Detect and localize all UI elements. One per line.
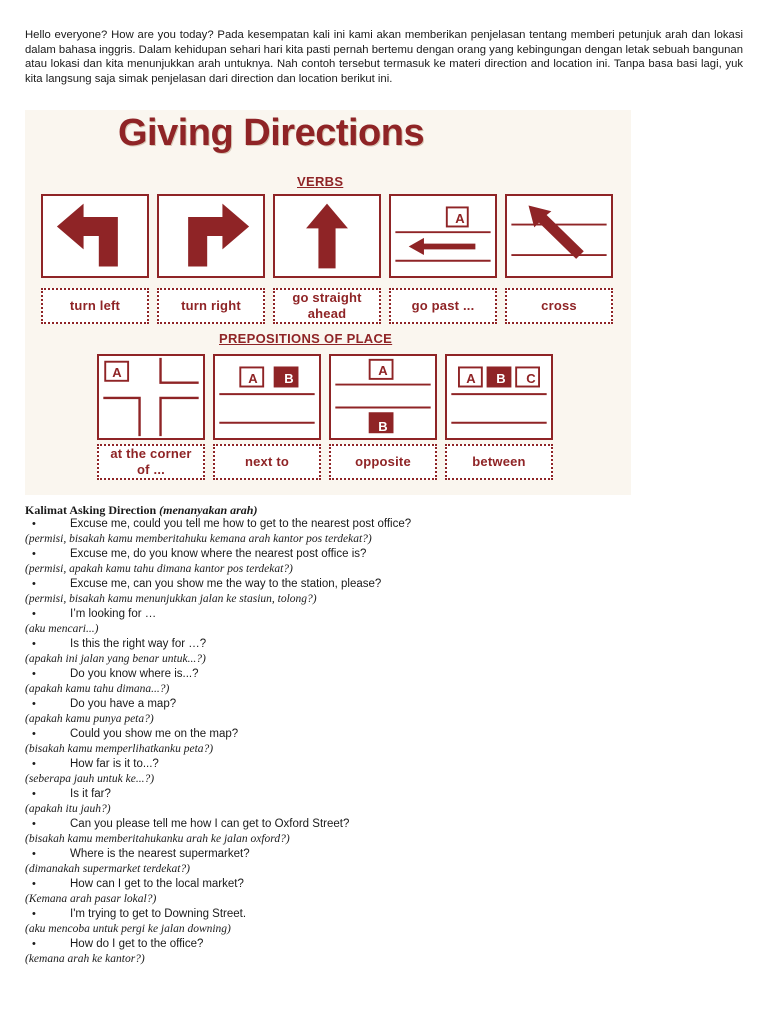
preposition-label: next to	[213, 444, 321, 480]
question-line	[25, 697, 743, 712]
bullet-icon: •	[32, 878, 36, 890]
cross-arrow-icon	[507, 196, 611, 276]
translation-text: (dimanakah supermarket terdekat?)	[25, 863, 191, 875]
bullet-icon: •	[32, 728, 36, 740]
question-text: Where is the nearest supermarket?	[70, 848, 250, 860]
phrase-list	[25, 517, 743, 967]
building-b-label: B	[496, 370, 506, 386]
intro-paragraph	[25, 28, 743, 86]
list-item	[25, 547, 743, 577]
translation-text: (permisi, apakah kamu tahu dimana kantor pos terdekat?)	[25, 563, 293, 575]
bullet-icon: •	[32, 818, 36, 830]
bullet-icon: •	[32, 638, 36, 650]
bullet-icon: •	[32, 908, 36, 920]
turn-left-box	[41, 194, 149, 278]
question-line	[25, 907, 743, 922]
list-item	[25, 907, 743, 937]
building-a-label: A	[248, 370, 258, 386]
straight-arrow-icon	[275, 196, 379, 276]
list-item	[25, 937, 743, 967]
bullet-icon: •	[32, 848, 36, 860]
question-line	[25, 877, 743, 892]
translation-text: (aku mencoba untuk pergi ke jalan downing)	[25, 923, 231, 935]
question-text: Is this the right way for …?	[70, 638, 207, 650]
question-line	[25, 637, 743, 652]
bullet-icon: •	[32, 548, 36, 560]
turn-right-box	[157, 194, 265, 278]
corner-box	[97, 354, 205, 440]
list-item	[25, 607, 743, 637]
verb-label: turn right	[157, 288, 265, 324]
list-item	[25, 517, 743, 547]
building-a-label: A	[378, 362, 388, 378]
verb-label: cross	[505, 288, 613, 324]
translation-text: (seberapa jauh untuk ke...?)	[25, 773, 155, 785]
turn-right-arrow-icon	[159, 196, 263, 276]
question-line	[25, 937, 743, 952]
translation-text: (apakah kamu tahu dimana...?)	[25, 683, 170, 695]
translation-text: (apakah kamu punya peta?)	[25, 713, 154, 725]
list-item	[25, 877, 743, 907]
preposition-label: opposite	[329, 444, 437, 480]
list-item	[25, 847, 743, 877]
translation-text: (bisakah kamu memperlihatkanku peta?)	[25, 743, 214, 755]
question-text: Can you please tell me how I can get to Oxford Street?	[70, 818, 350, 830]
giving-directions-figure	[25, 110, 631, 495]
translation-text: (apakah ini jalan yang benar untuk...?)	[25, 653, 206, 665]
verb-label: go past ...	[389, 288, 497, 324]
bullet-icon: •	[32, 578, 36, 590]
list-item	[25, 637, 743, 667]
bullet-icon: •	[32, 518, 36, 530]
asking-direction-section	[25, 503, 743, 967]
translation-text: (bisakah kamu memberitahukanku arah ke jalan oxford?)	[25, 833, 290, 845]
question-line	[25, 517, 743, 532]
bullet-icon: •	[32, 608, 36, 620]
question-text: How can I get to the local market?	[70, 878, 244, 890]
bullet-icon: •	[32, 698, 36, 710]
bullet-icon: •	[32, 758, 36, 770]
question-text: Excuse me, could you tell me how to get to the nearest post office?	[70, 518, 412, 530]
translation-text: (apakah itu jauh?)	[25, 803, 111, 815]
building-c-label: C	[526, 370, 536, 386]
question-text: Is it far?	[70, 788, 111, 800]
list-item	[25, 697, 743, 727]
between-box	[445, 354, 553, 440]
question-line	[25, 667, 743, 682]
translation-text: (Kemana arah pasar lokal?)	[25, 893, 157, 905]
cross-box	[505, 194, 613, 278]
turn-left-arrow-icon	[43, 196, 147, 276]
question-line	[25, 727, 743, 742]
translation-text: (permisi, bisakah kamu memberitahuku kemana arah kantor pos terdekat?)	[25, 533, 372, 545]
go-straight-box	[273, 194, 381, 278]
building-b-label: B	[284, 370, 294, 386]
question-line	[25, 607, 743, 622]
bullet-icon: •	[32, 938, 36, 950]
section-subtitle: (menanyakan arah)	[159, 503, 258, 517]
question-line	[25, 787, 743, 802]
building-a-label: A	[112, 364, 122, 380]
verb-label: go straight ahead	[273, 288, 381, 324]
question-text: How do I get to the office?	[70, 938, 204, 950]
go-past-arrow-icon	[391, 196, 495, 276]
list-item	[25, 667, 743, 697]
question-line	[25, 817, 743, 832]
section-title-text: Kalimat Asking Direction	[25, 503, 157, 517]
question-text: Excuse me, can you show me the way to the station, please?	[70, 578, 382, 590]
question-line	[25, 757, 743, 772]
question-text: Do you have a map?	[70, 698, 177, 710]
opposite-box	[329, 354, 437, 440]
building-a-label: A	[455, 210, 465, 226]
next-to-diagram-icon	[215, 356, 319, 438]
list-item	[25, 577, 743, 607]
question-line	[25, 847, 743, 862]
question-text: I'm trying to get to Downing Street.	[70, 908, 247, 920]
verb-label: turn left	[41, 288, 149, 324]
question-line	[25, 577, 743, 592]
section-title	[25, 503, 743, 517]
intro-text: Hello everyone? How are you today? Pada kesempatan kali ini kami akan memberikan penjelasan tentang memberi petunjuk arah dan lokasi dalam bahasa inggris. Dalam kehidupan sehari hari kita pasti pernah bertemu dengan orang yang kebingungan dengan letak sebuah bangunan atau lokasi dan kita menunjukkan arah untuknya. Nah contoh tersebut termasuk ke materi direction and location ini. Tanpa basa basi lagi, yuk kita langsung saja simak penjelasan dari direction dan location berikut ini.	[25, 29, 743, 85]
next-to-box	[213, 354, 321, 440]
translation-text: (kemana arah ke kantor?)	[25, 953, 145, 965]
translation-text: (aku mencari...)	[25, 623, 99, 635]
translation-text: (permisi, bisakah kamu menunjukkan jalan ke stasiun, tolong?)	[25, 593, 317, 605]
question-text: Could you show me on the map?	[70, 728, 239, 740]
verbs-heading: VERBS	[297, 174, 344, 189]
question-line	[25, 547, 743, 562]
question-text: How far is it to...?	[70, 758, 159, 770]
bullet-icon: •	[32, 668, 36, 680]
list-item	[25, 757, 743, 787]
figure-title: Giving Directions	[118, 112, 425, 154]
building-a-label: A	[466, 370, 476, 386]
bullet-icon: •	[32, 788, 36, 800]
question-text: Do you know where is...?	[70, 668, 199, 680]
preposition-label: between	[445, 444, 553, 480]
question-text: Excuse me, do you know where the nearest post office is?	[70, 548, 367, 560]
list-item	[25, 817, 743, 847]
question-text: I’m looking for …	[70, 608, 157, 620]
building-b-label: B	[378, 418, 388, 434]
preposition-label: at the corner of ...	[97, 444, 205, 480]
prepositions-heading: PREPOSITIONS OF PLACE	[219, 331, 393, 346]
list-item	[25, 787, 743, 817]
go-past-box	[389, 194, 497, 278]
list-item	[25, 727, 743, 757]
